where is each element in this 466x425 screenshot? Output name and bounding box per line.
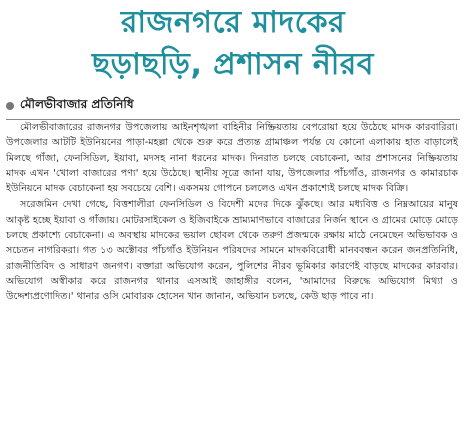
paragraph: মৌলভীবাজারের রাজনগর উপজেলায় আইনশৃঙ্খলা বাহিনীর নিষ্ক্রিয়তায় বেপরোয়া হয়ে উঠেছে মাদক কারবারিরা। উপজেলার আটটি ইউনিয়নের পাড়া-মহল্লা থেকে শুরু করে প্রত্যন্ত গ্রামাঞ্চল পর্যন্ত যে কোনো এলাকায় হাত বাড়ালেই মিলছে গাঁজা, ফেনসিডিল, ইয়াবা, মদসহ নানা ধরনের মাদক। দিনরাত চলছে বেচাকেনা, আর প্রশাসনের নিষ্ক্রিয়তায় মাদক এখন 'খোলা বাজারের পণ্য' হয়ে উঠেছে। স্থানীয় সূত্রে জানা যায়, উপজেলার পাঁচগাঁও, রাজনগর ও কামারচাক ইউনিয়নে মাদক বেচাকেনা হয় সবচেয়ে বেশি। একসময় গোপনে চললেও এখন প্রকাশ্যেই চলছে মাদক বিক্রি। <box>6 122 458 195</box>
article-headline <box>0 2 466 86</box>
article-body <box>6 120 458 305</box>
headline-line-2: ছড়াছড়ি, প্রশাসন নীরব <box>91 47 375 82</box>
bullet-icon <box>6 102 14 110</box>
byline-text: মৌলভীবাজার প্রতিনিধি <box>20 97 134 111</box>
paragraph: সরেজমিন দেখা গেছে, বিত্তশালীরা ফেনসিডিল ও বিদেশী মদের দিকে ঝুঁকছে। আর মধ্যবিত্ত ও নিম্নআয়ের মানুষ আকৃষ্ট হচ্ছে ইয়াবা ও গাঁজায়। মোটরসাইকেল ও ইজিবাইকে ভ্রাম্যমাণভাবে বাজারের নির্জন স্থানে ও গ্রামের মোড়ে মোড়ে চলছে প্রকাশ্যে বেচাকেনা। এ অবস্থায় মাদকের ভয়াল ছোবল থেকে তরুণ প্রজন্মকে রক্ষায় মাঠে নেমেছেন অভিভাবক ও সচেতন নাগরিকরা। গত ১৩ অক্টোবর পাঁচগাঁও ইউনিয়ন পরিষদের সামনে মাদকবিরোধী মানববন্ধন করেন জনপ্রতিনিধি, রাজনীতিবিদ ও সাধারণ জনগণ। বক্তারা অভিযোগ করেন, পুলিশের নীরব ভূমিকার কারণেই বাড়ছে মাদকের কারবার। অভিযোগ অস্বীকার করে রাজনগর থানার এসআই জাহাঙ্গীর বলেন, 'আমাদের বিরুদ্ধে অভিযোগ মিথ্যা ও উদ্দেশ্যপ্রণোদিত।' থানার ওসি মোবারক হোসেন খান জানান, অভিযান চলছে, কেউ ছাড় পাবে না। <box>6 199 458 303</box>
byline <box>6 96 460 120</box>
headline-line-1: রাজনগরে মাদকের <box>120 5 346 40</box>
